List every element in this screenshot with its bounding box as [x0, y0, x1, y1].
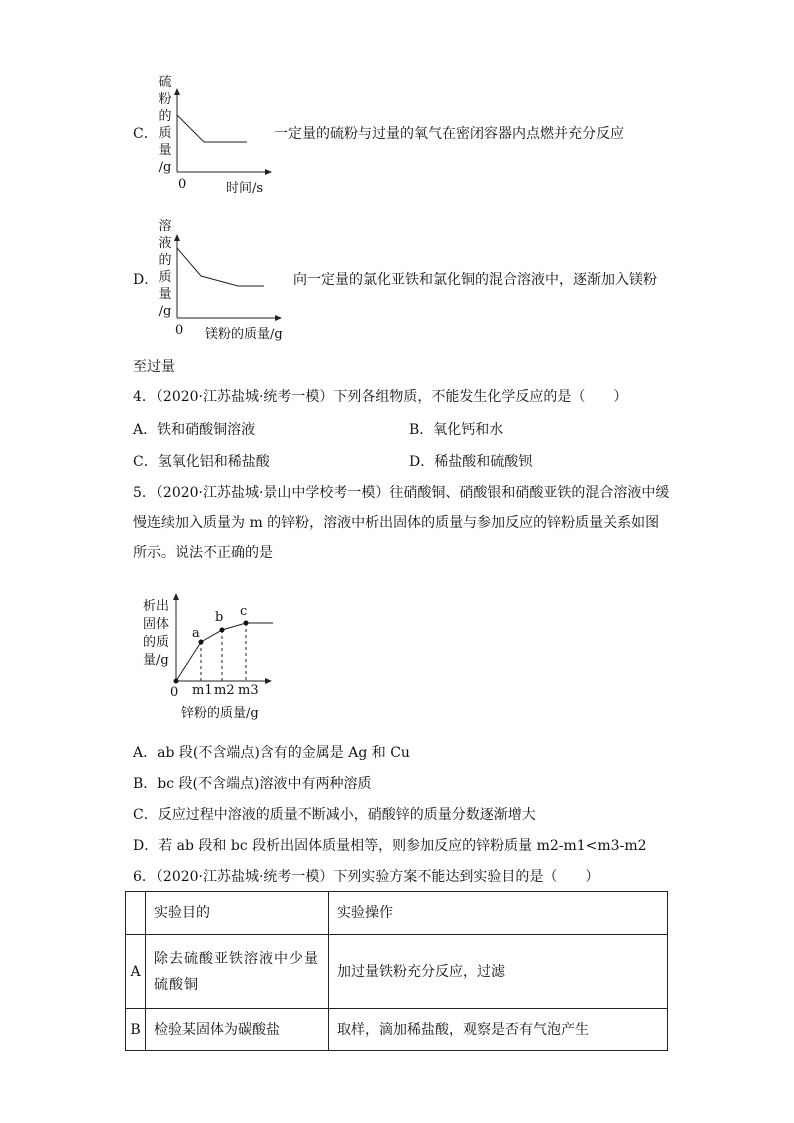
q5-y-axis-label: 析出 固体 的质 量/g	[143, 599, 170, 668]
q5-curve	[176, 623, 273, 681]
header-cell-operation: 实验操作	[329, 892, 668, 935]
q5-point-b	[220, 628, 225, 633]
q5-option-a: A．ab 段(不含端点)含有的金属是 Ag 和 Cu	[133, 745, 410, 761]
q5-option-c: C．反应过程中溶液的质量不断减小，硝酸锌的质量分数逐渐增大	[133, 807, 536, 823]
row-label: B	[126, 1009, 146, 1051]
q5-x-arrow	[265, 678, 272, 684]
row-label: A	[126, 935, 146, 1009]
optC-text: 一定量的硫粉与过量的氧气在密闭容器内点燃并充分反应	[274, 126, 624, 142]
q5-origin-dot	[174, 679, 179, 684]
q5-tick-m3: m3	[238, 683, 259, 698]
table-row	[126, 935, 668, 1009]
row-purpose: 检验某固体为碳酸盐	[146, 1009, 329, 1051]
optC-x-label: 时间/s	[226, 181, 264, 196]
q5-option-d: D．若 ab 段和 bc 段析出固体质量相等，则参加反应的锌粉质量 m2-m1<m3-m2	[133, 838, 647, 854]
q5-stem-line3: 所示。说法不正确的是	[133, 545, 273, 561]
row-operation: 取样，滴加稀盐酸，观察是否有气泡产生	[329, 1009, 668, 1051]
q5-x-label: 锌粉的质量/g	[181, 706, 259, 721]
q4-stem: 4．（2020·江苏盐城·统考一模）下列各组物质，不能发生化学反应的是（ ）	[133, 389, 628, 405]
header-cell-purpose: 实验目的	[146, 892, 329, 935]
q4-option-c: C．氢氧化铝和稀盐酸	[133, 454, 270, 470]
q5-y-arrow	[173, 593, 179, 600]
optC-origin: 0	[178, 177, 187, 192]
q5-origin: 0	[170, 685, 179, 700]
q5-label-c: c	[240, 604, 248, 619]
table-header-row	[126, 892, 668, 935]
q5-option-b: B．bc 段(不含端点)溶液中有两种溶质	[133, 776, 372, 792]
q5-label-a: a	[192, 626, 200, 641]
optD-origin: 0	[175, 323, 184, 338]
optD-text-continued: 至过量	[133, 359, 175, 375]
q4-option-d: D．稀盐酸和硫酸钡	[409, 454, 533, 470]
q4-option-b: B．氧化钙和水	[409, 422, 504, 438]
q6-stem: 6．（2020·江苏盐城·统考一模）下列实验方案不能达到实验目的是（ ）	[133, 869, 600, 885]
optC-y-axis-label: 硫 粉 的 质 量 /g	[158, 75, 172, 175]
table-row	[126, 1009, 668, 1051]
q6-table	[125, 891, 668, 1051]
q5-stem-line2: 慢连续加入质量为 m 的锌粉，溶液中析出固体的质量与参加反应的锌粉质量关系如图	[133, 515, 660, 531]
q5-point-c	[244, 621, 249, 626]
q5-stem-line1: 5．（2020·江苏盐城·景山中学校考一模）往硝酸铜、硝酸银和硝酸亚铁的混合溶液中缓	[133, 485, 670, 501]
optD-text: 向一定量的氯化亚铁和氯化铜的混合溶液中，逐渐加入镁粉	[293, 272, 657, 288]
q4-option-a: A．铁和硝酸铜溶液	[133, 422, 256, 438]
q5-tick-m2: m2	[214, 683, 235, 698]
optC-letter: C．	[133, 126, 158, 142]
optD-letter: D．	[133, 272, 159, 288]
optD-y-axis-label: 溶 液 的 质 量 /g	[158, 219, 172, 319]
q5-tick-m1: m1	[192, 683, 213, 698]
row-purpose: 除去硫酸亚铁溶液中少量硫酸铜	[146, 935, 329, 1009]
optD-x-label: 镁粉的质量/g	[205, 327, 283, 342]
q5-label-b: b	[215, 610, 224, 625]
row-operation: 加过量铁粉充分反应，过滤	[329, 935, 668, 1009]
header-cell-index	[126, 892, 146, 935]
